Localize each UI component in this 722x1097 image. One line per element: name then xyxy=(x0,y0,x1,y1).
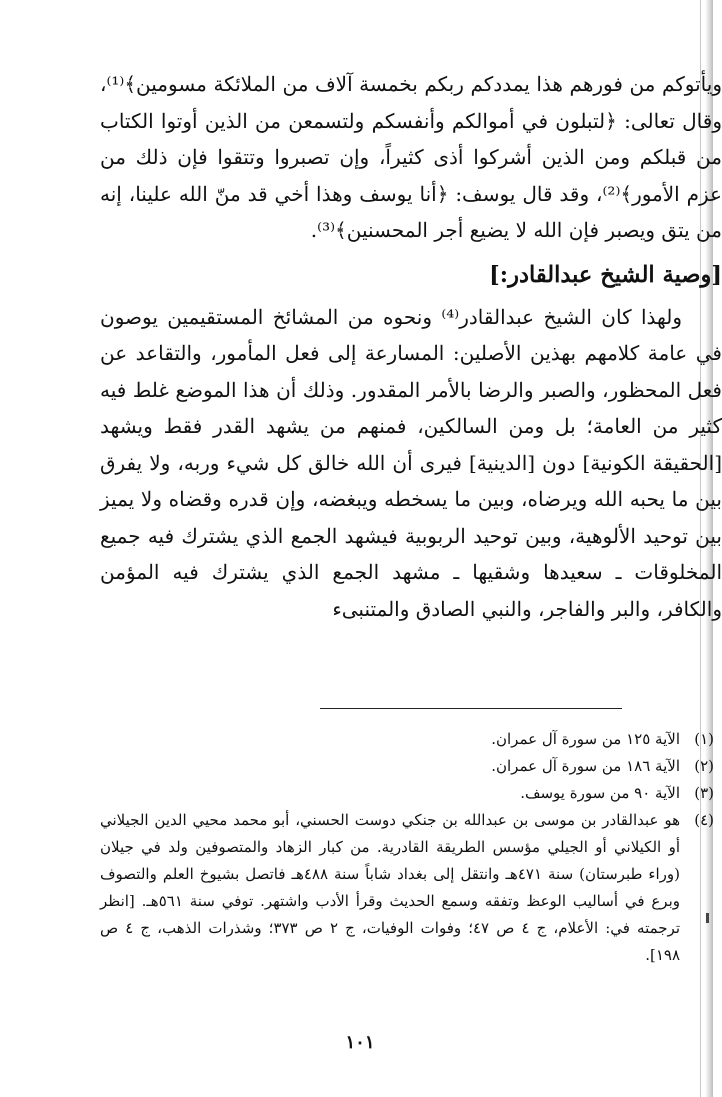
footnote-number: (٢) xyxy=(694,757,714,775)
footnote-text: الآية ١٢٥ من سورة آل عمران. xyxy=(491,730,680,748)
paragraph-quran-verses: ويأتوكم من فورهم هذا يمددكم ربكم بخمسة آلاف من الملائكة مسومين﴾⁽¹⁾، وقال تعالى: ﴿لتبلون في أموالكم وأنفسكم ولتسمعن من الذين أوتوا الكتاب من قبلكم ومن الذين أشركوا أذى كثيراً، وإن تصبروا وتتقوا فإن ذلك من عزم الأمور﴾⁽²⁾، وقد قال يوسف: ﴿أنا يوسف وهذا أخي قد منّ الله علينا، إنه من يتق ويصبر فإن الله لا يضيع أجر المحسنين﴾⁽³⁾. xyxy=(100,72,722,242)
footnote-2 xyxy=(100,753,714,780)
main-text xyxy=(100,66,722,627)
footnote-1 xyxy=(100,726,714,753)
footnote-number: (٤) xyxy=(694,811,714,829)
footnote-number: (١) xyxy=(694,730,714,748)
footnote-text: الآية ٩٠ من سورة يوسف. xyxy=(520,784,680,802)
section-heading: [وصية الشيخ عبدالقادر:] xyxy=(489,261,722,288)
footnote-3 xyxy=(100,780,714,807)
footnote-text: الآية ١٨٦ من سورة آل عمران. xyxy=(491,757,680,775)
page-number: ١٠١ xyxy=(345,1032,375,1053)
paragraph-shaykh-advice: ولهذا كان الشيخ عبدالقادر⁽⁴⁾ ونحوه من المشائخ المستقيمين يوصون في عامة كلامهم بهذين الأصلين: المسارعة إلى فعل المأمور، والتقاعد عن فعل المحظور، والصبر والرضا بالأمر المقدور. وذلك أن هذا الموضع غلط فيه كثير من العامة؛ بل ومن السالكين، فمنهم من يشهد القدر فقط ويشهد [الحقيقة الكونية] دون [الدينية] فيرى أن الله خالق كل شيء وربه، ولا يفرق بين ما يحبه الله ويرضاه، وبين ما يسخطه ويبغضه، وإن قدره وقضاه ولا يميز بين توحيد الألوهية، وبين توحيد الربوبية فيشهد الجمع الذي يشترك فيه جميع المخلوقات ـ سعيدها وشقيها ـ مشهد الجمع الذي يشترك فيه المؤمن والكافر، والبر والفاجر، والنبي الصادق والمتنبىء xyxy=(100,304,722,621)
footnote-separator xyxy=(320,708,622,709)
footnote-text: هو عبدالقادر بن موسى بن عبدالله بن جنكي دوست الحسني، أبو محمد محيي الدين الجيلاني أو الكيلاني أو الجيلي مؤسس الطريقة القادرية. من كبار الزهاد والمتصوفين ولد في جيلان (وراء طبرستان) سنة ٤٧١هـ وانتقل إلى بغداد شاباً سنة ٤٨٨هـ فاتصل بشيوخ العلم والتصوف وبرع في أساليب الوعظ وتفقه وسمع الحديث وقرأ الأدب واشتهر. توفي سنة ٥٦١هـ. [انظر ترجمته في: الأعلام، ج ٤ ص ٤٧؛ وفوات الوفيات، ج ٢ ص ٣٧٣؛ وشذرات الذهب، ج ٤ ص ١٩٨]. xyxy=(100,811,681,964)
footnotes xyxy=(100,726,714,969)
margin-mark xyxy=(706,913,709,923)
footnote-4 xyxy=(100,807,714,969)
footnote-number: (٣) xyxy=(694,784,714,802)
